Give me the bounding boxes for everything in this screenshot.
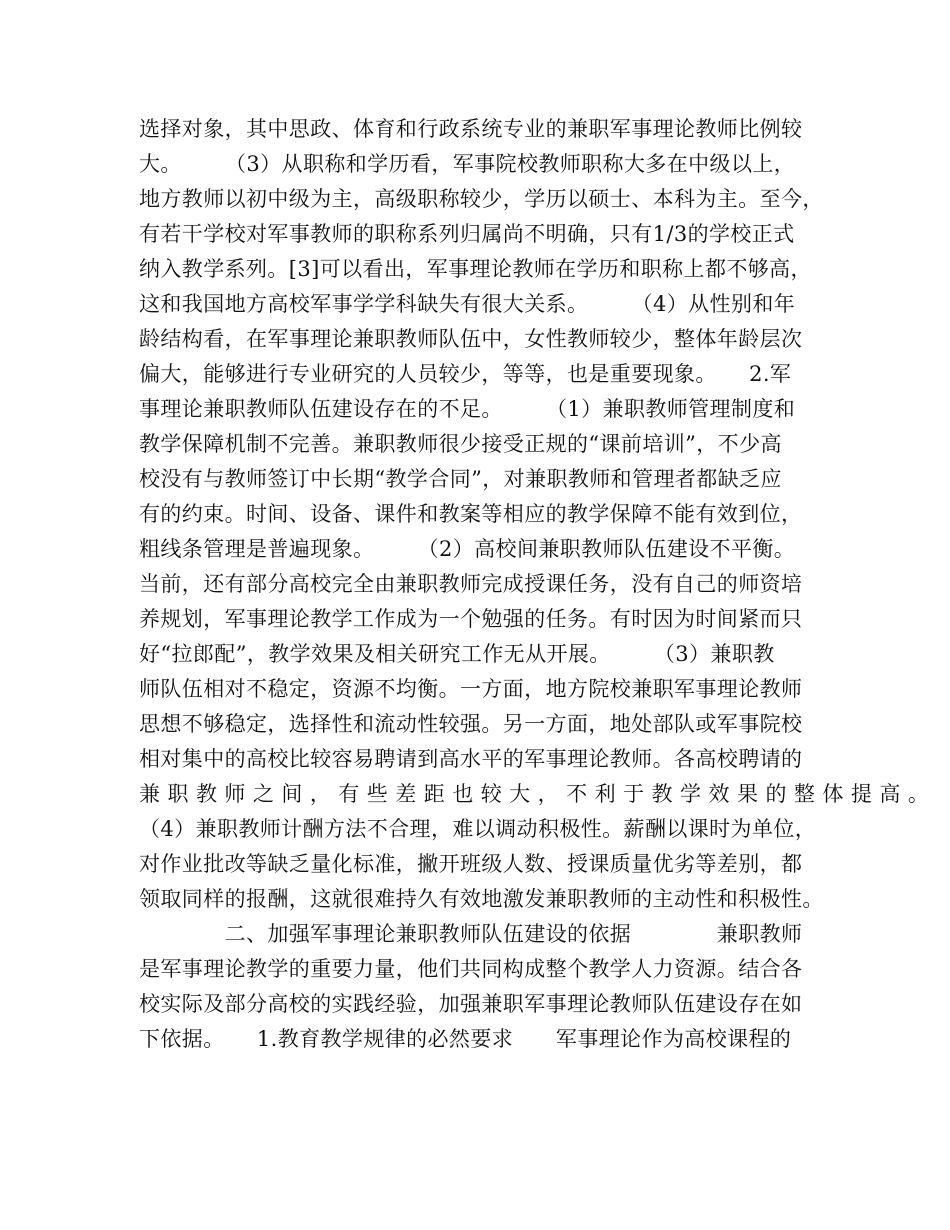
- body-text: [139, 112, 930, 1057]
- text-line-4: 有若干学校对军事教师的职称系列归属尚不明确，只有1/3的学校正式: [139, 222, 795, 246]
- text-line-1: 选择对象，其中思政、体育和行政系统专业的兼职军事理论教师比例较: [139, 117, 803, 141]
- text-line-19: 相对集中的高校比较容易聘请到高水平的军事理论教师。各高校聘请的: [139, 747, 803, 771]
- text-line-26: 校实际及部分高校的实践经验，加强兼职军事理论教师队伍建设存在如: [139, 992, 803, 1016]
- text-line-20: 兼 职 教 师 之 间 ， 有 些 差 距 也 较 大 ， 不 利 于 教 学 效 果 的 整 体 提 高 。: [139, 782, 930, 806]
- text-line-11: 校没有与教师签订中长期“教学合同”，对兼职教师和管理者都缺乏应: [139, 467, 782, 491]
- text-line-23: 领取同样的报酬，这就很难持久有效地激发兼职教师的主动性和积极性。: [139, 887, 824, 911]
- text-line-22: 对作业批改等缺乏量化标准，撇开班级人数、授课质量优劣等差别，都: [139, 852, 803, 876]
- text-line-7: 龄结构看，在军事理论兼职教师队伍中，女性教师较少，整体年龄层次: [139, 327, 803, 351]
- text-line-15: 养规划，军事理论教学工作成为一个勉强的任务。有时因为时间紧而只: [139, 607, 803, 631]
- text-line-17: 师队伍相对不稳定，资源不均衡。一方面，地方院校兼职军事理论教师: [139, 677, 803, 701]
- text-line-21: （4）兼职教师计酬方法不合理，难以调动积极性。薪酬以课时为单位，: [139, 817, 817, 841]
- text-line-27: 下依据。 1.教育教学规律的必然要求 军事理论作为高校课程的: [139, 1027, 792, 1051]
- text-line-5: 纳入教学系列。[3]可以看出，军事理论教师在学历和职称上都不够高，: [139, 257, 812, 281]
- text-line-9: 事理论兼职教师队伍建设存在的不足。 （1）兼职教师管理制度和: [139, 397, 796, 421]
- text-line-8: 偏大，能够进行专业研究的人员较少，等等，也是重要现象。 2.军: [139, 362, 792, 386]
- text-line-6: 这和我国地方高校军事学学科缺失有很大关系。 （4）从性别和年: [139, 292, 796, 316]
- text-line-12: 有的约束。时间、设备、课件和教案等相应的教学保障不能有效到位，: [139, 502, 803, 526]
- text-line-3: 地方教师以初中级为主，高级职称较少，学历以硕士、本科为主。至今，: [139, 187, 824, 211]
- text-line-25: 是军事理论教学的重要力量，他们共同构成整个教学人力资源。结合各: [139, 957, 803, 981]
- text-line-16: 好“拉郎配”，教学效果及相关研究工作无从开展。 （3）兼职教: [139, 642, 775, 666]
- text-line-18: 思想不够稳定，选择性和流动性较强。另一方面，地处部队或军事院校: [139, 712, 803, 736]
- text-line-13: 粗线条管理是普遍现象。 （2）高校间兼职教师队伍建设不平衡。: [139, 537, 796, 561]
- text-line-10: 教学保障机制不完善。兼职教师很少接受正规的“课前培训”，不少高: [139, 432, 782, 456]
- text-line-24: 二、加强军事理论兼职教师队伍建设的依据 兼职教师: [139, 922, 803, 946]
- text-line-2: 大。 （3）从职称和学历看，军事院校教师职称大多在中级以上，: [139, 152, 796, 176]
- text-line-14: 当前，还有部分高校完全由兼职教师完成授课任务，没有自己的师资培: [139, 572, 803, 596]
